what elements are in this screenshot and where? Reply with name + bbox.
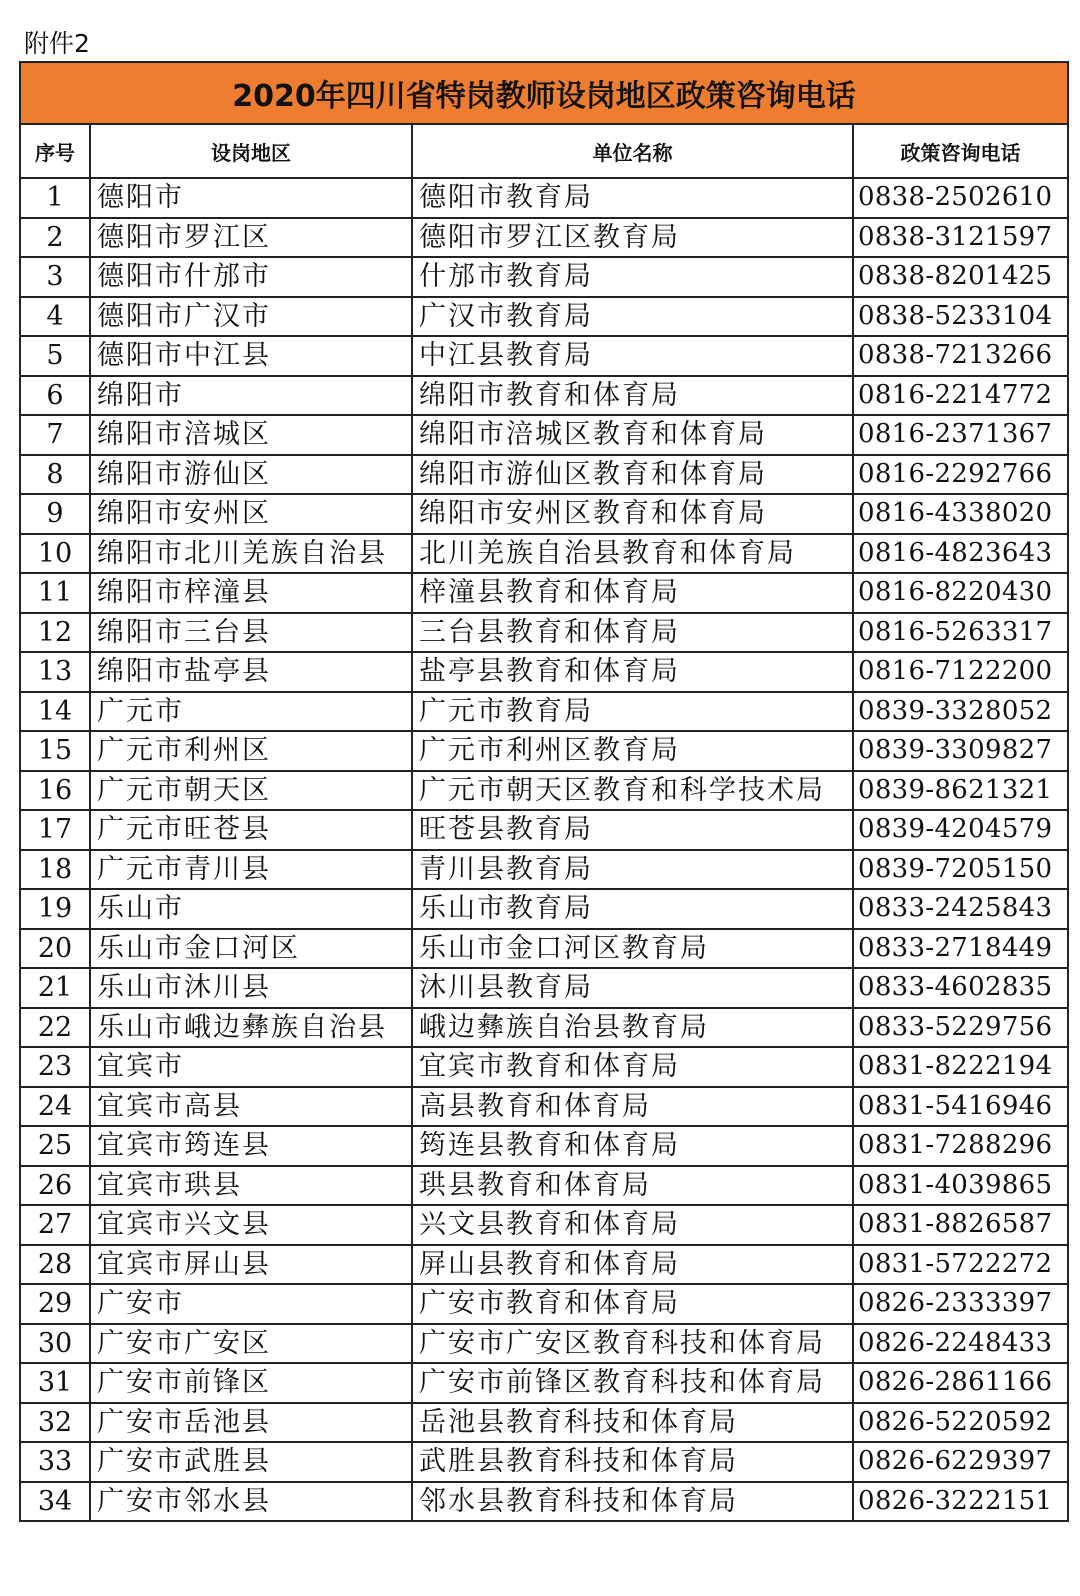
table-row xyxy=(20,1087,1068,1127)
row-index: 25 xyxy=(20,1126,90,1166)
row-index: 12 xyxy=(20,613,90,653)
row-region: 广元市利州区 xyxy=(90,731,412,771)
row-phone: 0826-2333397 xyxy=(853,1284,1068,1324)
row-phone: 0816-8220430 xyxy=(853,573,1068,613)
row-region: 绵阳市安州区 xyxy=(90,494,412,534)
row-unit: 乐山市教育局 xyxy=(412,889,853,929)
row-unit: 屏山县教育和体育局 xyxy=(412,1245,853,1285)
row-region: 德阳市罗江区 xyxy=(90,218,412,258)
phone-table xyxy=(19,61,1069,1522)
row-region: 广安市邻水县 xyxy=(90,1482,412,1522)
row-index: 5 xyxy=(20,336,90,376)
row-index: 13 xyxy=(20,652,90,692)
row-unit: 梓潼县教育和体育局 xyxy=(412,573,853,613)
row-phone: 0838-2502610 xyxy=(853,178,1068,218)
row-index: 33 xyxy=(20,1442,90,1482)
table-row xyxy=(20,1324,1068,1364)
row-region: 绵阳市梓潼县 xyxy=(90,573,412,613)
row-unit: 旺苍县教育局 xyxy=(412,810,853,850)
row-region: 德阳市中江县 xyxy=(90,336,412,376)
row-index: 7 xyxy=(20,415,90,455)
table-row xyxy=(20,929,1068,969)
row-index: 34 xyxy=(20,1482,90,1522)
row-phone: 0826-5220592 xyxy=(853,1403,1068,1443)
table-row xyxy=(20,889,1068,929)
row-unit: 兴文县教育和体育局 xyxy=(412,1205,853,1245)
table-row xyxy=(20,1363,1068,1403)
row-unit: 绵阳市涪城区教育和体育局 xyxy=(412,415,853,455)
row-unit: 广元市教育局 xyxy=(412,692,853,732)
row-unit: 盐亭县教育和体育局 xyxy=(412,652,853,692)
row-index: 23 xyxy=(20,1047,90,1087)
row-unit: 青川县教育局 xyxy=(412,850,853,890)
table-header-row xyxy=(20,124,1068,178)
table-row xyxy=(20,1403,1068,1443)
row-index: 27 xyxy=(20,1205,90,1245)
row-unit: 德阳市教育局 xyxy=(412,178,853,218)
row-unit: 北川羌族自治县教育和体育局 xyxy=(412,534,853,574)
row-region: 德阳市什邡市 xyxy=(90,257,412,297)
row-phone: 0833-5229756 xyxy=(853,1008,1068,1048)
row-region: 德阳市广汉市 xyxy=(90,297,412,337)
row-index: 21 xyxy=(20,968,90,1008)
row-phone: 0831-4039865 xyxy=(853,1166,1068,1206)
row-index: 22 xyxy=(20,1008,90,1048)
row-phone: 0816-4338020 xyxy=(853,494,1068,534)
row-region: 广安市前锋区 xyxy=(90,1363,412,1403)
row-phone: 0831-5416946 xyxy=(853,1087,1068,1127)
header-phone: 政策咨询电话 xyxy=(853,124,1068,178)
row-unit: 德阳市罗江区教育局 xyxy=(412,218,853,258)
row-region: 绵阳市游仙区 xyxy=(90,455,412,495)
row-region: 德阳市 xyxy=(90,178,412,218)
row-unit: 绵阳市游仙区教育和体育局 xyxy=(412,455,853,495)
row-unit: 峨边彝族自治县教育局 xyxy=(412,1008,853,1048)
row-index: 1 xyxy=(20,178,90,218)
row-region: 广元市旺苍县 xyxy=(90,810,412,850)
row-phone: 0816-2214772 xyxy=(853,376,1068,416)
row-phone: 0826-2861166 xyxy=(853,1363,1068,1403)
header-unit: 单位名称 xyxy=(412,124,853,178)
row-index: 26 xyxy=(20,1166,90,1206)
row-region: 乐山市金口河区 xyxy=(90,929,412,969)
table-row xyxy=(20,771,1068,811)
row-unit: 三台县教育和体育局 xyxy=(412,613,853,653)
row-region: 宜宾市高县 xyxy=(90,1087,412,1127)
row-phone: 0833-4602835 xyxy=(853,968,1068,1008)
row-phone: 0831-7288296 xyxy=(853,1126,1068,1166)
row-region: 宜宾市 xyxy=(90,1047,412,1087)
row-unit: 沐川县教育局 xyxy=(412,968,853,1008)
row-index: 9 xyxy=(20,494,90,534)
row-unit: 乐山市金口河区教育局 xyxy=(412,929,853,969)
table-row xyxy=(20,1126,1068,1166)
row-region: 广安市武胜县 xyxy=(90,1442,412,1482)
row-index: 29 xyxy=(20,1284,90,1324)
row-region: 宜宾市筠连县 xyxy=(90,1126,412,1166)
header-region: 设岗地区 xyxy=(90,124,412,178)
table-row xyxy=(20,257,1068,297)
row-phone: 0839-4204579 xyxy=(853,810,1068,850)
row-phone: 0826-2248433 xyxy=(853,1324,1068,1364)
row-index: 31 xyxy=(20,1363,90,1403)
row-phone: 0838-5233104 xyxy=(853,297,1068,337)
table-title-row xyxy=(20,62,1068,124)
table-body xyxy=(20,178,1068,1521)
row-index: 24 xyxy=(20,1087,90,1127)
row-unit: 高县教育和体育局 xyxy=(412,1087,853,1127)
row-region: 绵阳市 xyxy=(90,376,412,416)
table-row xyxy=(20,494,1068,534)
table-row xyxy=(20,455,1068,495)
table-title: 2020年四川省特岗教师设岗地区政策咨询电话 xyxy=(20,62,1068,124)
row-phone: 0839-7205150 xyxy=(853,850,1068,890)
table-row xyxy=(20,415,1068,455)
row-phone: 0816-4823643 xyxy=(853,534,1068,574)
table-row xyxy=(20,573,1068,613)
row-index: 3 xyxy=(20,257,90,297)
row-unit: 武胜县教育科技和体育局 xyxy=(412,1442,853,1482)
row-region: 广安市岳池县 xyxy=(90,1403,412,1443)
row-phone: 0838-7213266 xyxy=(853,336,1068,376)
row-phone: 0816-2371367 xyxy=(853,415,1068,455)
row-unit: 中江县教育局 xyxy=(412,336,853,376)
row-index: 16 xyxy=(20,771,90,811)
table-row xyxy=(20,376,1068,416)
row-phone: 0839-3309827 xyxy=(853,731,1068,771)
row-index: 15 xyxy=(20,731,90,771)
row-index: 19 xyxy=(20,889,90,929)
row-index: 32 xyxy=(20,1403,90,1443)
row-region: 乐山市峨边彝族自治县 xyxy=(90,1008,412,1048)
row-unit: 广安市前锋区教育科技和体育局 xyxy=(412,1363,853,1403)
table-row xyxy=(20,968,1068,1008)
row-phone: 0816-7122200 xyxy=(853,652,1068,692)
row-region: 广元市 xyxy=(90,692,412,732)
row-unit: 绵阳市教育和体育局 xyxy=(412,376,853,416)
table-row xyxy=(20,1205,1068,1245)
row-index: 6 xyxy=(20,376,90,416)
row-phone: 0826-6229397 xyxy=(853,1442,1068,1482)
row-unit: 广安市广安区教育科技和体育局 xyxy=(412,1324,853,1364)
row-region: 广元市青川县 xyxy=(90,850,412,890)
table-row xyxy=(20,1442,1068,1482)
row-region: 绵阳市三台县 xyxy=(90,613,412,653)
row-phone: 0833-2425843 xyxy=(853,889,1068,929)
table-row xyxy=(20,1166,1068,1206)
row-region: 宜宾市珙县 xyxy=(90,1166,412,1206)
row-unit: 邻水县教育科技和体育局 xyxy=(412,1482,853,1522)
row-index: 14 xyxy=(20,692,90,732)
row-index: 30 xyxy=(20,1324,90,1364)
row-index: 18 xyxy=(20,850,90,890)
table-row xyxy=(20,297,1068,337)
row-phone: 0831-8222194 xyxy=(853,1047,1068,1087)
row-phone: 0838-3121597 xyxy=(853,218,1068,258)
row-unit: 珙县教育和体育局 xyxy=(412,1166,853,1206)
row-index: 10 xyxy=(20,534,90,574)
row-phone: 0816-5263317 xyxy=(853,613,1068,653)
row-region: 广安市 xyxy=(90,1284,412,1324)
table-row xyxy=(20,534,1068,574)
table-row xyxy=(20,178,1068,218)
row-unit: 宜宾市教育和体育局 xyxy=(412,1047,853,1087)
row-index: 2 xyxy=(20,218,90,258)
table-row xyxy=(20,336,1068,376)
row-region: 广元市朝天区 xyxy=(90,771,412,811)
row-region: 绵阳市盐亭县 xyxy=(90,652,412,692)
row-index: 8 xyxy=(20,455,90,495)
table-row xyxy=(20,1284,1068,1324)
row-index: 4 xyxy=(20,297,90,337)
row-index: 20 xyxy=(20,929,90,969)
table-row xyxy=(20,1047,1068,1087)
row-phone: 0833-2718449 xyxy=(853,929,1068,969)
row-unit: 筠连县教育和体育局 xyxy=(412,1126,853,1166)
row-phone: 0826-3222151 xyxy=(853,1482,1068,1522)
row-region: 绵阳市北川羌族自治县 xyxy=(90,534,412,574)
row-region: 宜宾市屏山县 xyxy=(90,1245,412,1285)
row-unit: 广元市利州区教育局 xyxy=(412,731,853,771)
table-row xyxy=(20,613,1068,653)
row-unit: 绵阳市安州区教育和体育局 xyxy=(412,494,853,534)
row-index: 17 xyxy=(20,810,90,850)
row-region: 宜宾市兴文县 xyxy=(90,1205,412,1245)
row-region: 乐山市 xyxy=(90,889,412,929)
table-row xyxy=(20,1482,1068,1522)
row-phone: 0839-3328052 xyxy=(853,692,1068,732)
header-index: 序号 xyxy=(20,124,90,178)
row-unit: 岳池县教育科技和体育局 xyxy=(412,1403,853,1443)
row-unit: 广汉市教育局 xyxy=(412,297,853,337)
row-unit: 广元市朝天区教育和科学技术局 xyxy=(412,771,853,811)
row-region: 乐山市沐川县 xyxy=(90,968,412,1008)
attachment-label: 附件2 xyxy=(24,29,90,58)
table-row xyxy=(20,1245,1068,1285)
row-region: 绵阳市涪城区 xyxy=(90,415,412,455)
row-phone: 0839-8621321 xyxy=(853,771,1068,811)
row-region: 广安市广安区 xyxy=(90,1324,412,1364)
row-index: 11 xyxy=(20,573,90,613)
row-phone: 0838-8201425 xyxy=(853,257,1068,297)
row-index: 28 xyxy=(20,1245,90,1285)
row-phone: 0816-2292766 xyxy=(853,455,1068,495)
table-row xyxy=(20,692,1068,732)
table-row xyxy=(20,218,1068,258)
table-row xyxy=(20,652,1068,692)
row-unit: 什邡市教育局 xyxy=(412,257,853,297)
row-phone: 0831-5722272 xyxy=(853,1245,1068,1285)
table-row xyxy=(20,850,1068,890)
row-unit: 广安市教育和体育局 xyxy=(412,1284,853,1324)
row-phone: 0831-8826587 xyxy=(853,1205,1068,1245)
table-row xyxy=(20,1008,1068,1048)
table-row xyxy=(20,731,1068,771)
table-row xyxy=(20,810,1068,850)
